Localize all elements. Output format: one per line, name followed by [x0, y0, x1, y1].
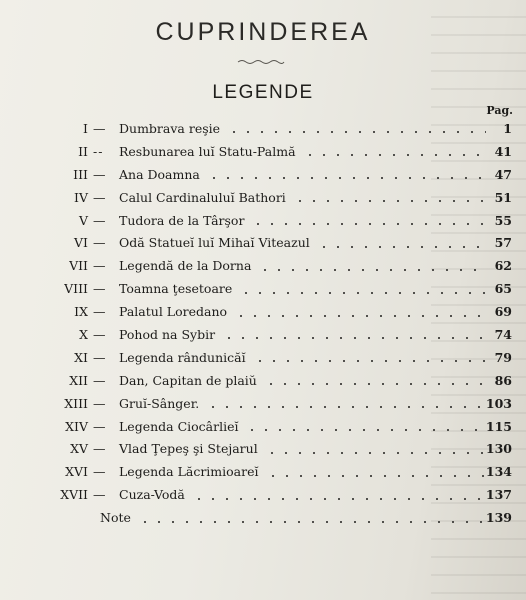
toc-row[interactable] [0, 301, 526, 324]
entry-title: Vlad Ţepeş şi Stejarul [119, 441, 258, 457]
dot-leader [255, 269, 486, 271]
toc-row[interactable] [0, 141, 526, 164]
entry-title: Gruĭ-Sânger. [119, 395, 200, 411]
roman-numeral: XII [69, 372, 88, 388]
dot-leader [242, 429, 486, 431]
entry-title: Toamna ţesetoare [119, 281, 233, 297]
dot-leader [219, 337, 486, 339]
roman-numeral: XVII [60, 487, 88, 503]
entry [100, 507, 486, 530]
page-number: 57 [494, 235, 512, 251]
entry-title: Ana Doamna [119, 166, 200, 182]
dash-separator: — [93, 281, 107, 297]
dot-leader [204, 177, 486, 179]
dot-leader [203, 406, 486, 408]
entry [119, 301, 486, 324]
page-number: 103 [485, 395, 512, 411]
page-number: 47 [494, 166, 512, 182]
roman-numeral: III [73, 166, 88, 182]
roman-numeral: VII [69, 258, 88, 274]
dot-leader [189, 498, 486, 500]
dash-separator: — [93, 327, 107, 343]
page-number: 62 [494, 258, 512, 274]
toc-row[interactable] [0, 438, 526, 461]
entry [119, 141, 486, 164]
entry-title: Legenda Lăcrimioareĭ [119, 464, 259, 480]
roman-numeral: XIII [64, 395, 88, 411]
entry [119, 210, 486, 233]
page-number: 65 [494, 281, 512, 297]
dot-leader [262, 452, 486, 454]
page-column-header: Pag. [486, 104, 513, 117]
roman-numeral: I [83, 121, 88, 136]
page-number: 74 [494, 327, 512, 343]
entry-title: Resbunarea luĭ Statu-Palmă [119, 143, 296, 159]
toc-row[interactable] [0, 370, 526, 393]
entry [119, 278, 486, 301]
toc-row[interactable] [0, 416, 526, 439]
entry [119, 347, 486, 370]
roman-numeral: XV [70, 441, 88, 457]
entry [119, 416, 486, 439]
entry-title: Palatul Loredano [119, 304, 228, 320]
page-number: 86 [494, 372, 512, 388]
page-number: 115 [485, 418, 512, 434]
entry [119, 118, 486, 141]
entry [119, 164, 486, 187]
dot-leader [236, 292, 486, 294]
dot-leader [261, 383, 486, 385]
roman-numeral: IV [74, 189, 88, 205]
dash-separator: — [93, 487, 107, 503]
roman-numeral: VI [74, 235, 88, 251]
entry-title: Calul Cardinaluluĭ Bathori [119, 189, 286, 205]
dash-separator: — [93, 372, 107, 388]
dash-separator: — [93, 349, 107, 365]
toc-row[interactable] [0, 461, 526, 484]
roman-numeral: XI [74, 349, 88, 365]
entry [119, 438, 486, 461]
entry [119, 187, 486, 210]
dot-leader [263, 475, 486, 477]
toc-row[interactable] [0, 324, 526, 347]
entry [119, 370, 486, 393]
dash-separator: — [93, 395, 107, 411]
dash-separator: — [93, 235, 107, 251]
entry-title: Legendă de la Dorna [119, 258, 252, 274]
toc-row[interactable] [0, 210, 526, 233]
entry-title: Note [100, 510, 131, 526]
entry-title: Odă Statueĭ luĭ Mihaĭ Viteazul [119, 235, 310, 251]
toc-row[interactable] [0, 118, 526, 141]
entry [119, 324, 486, 347]
dot-leader [290, 200, 486, 202]
toc-row[interactable] [0, 232, 526, 255]
entry-title: Dan, Capitan de plaiŭ [119, 372, 257, 388]
dot-leader [135, 521, 486, 523]
dash-separator: — [93, 418, 107, 434]
dash-separator: — [93, 121, 107, 136]
page-title: CUPRINDEREA [155, 18, 371, 46]
toc-row[interactable] [0, 164, 526, 187]
roman-numeral: XIV [65, 418, 88, 434]
dash-separator: -- [93, 143, 104, 159]
entry [119, 393, 486, 416]
roman-numeral: IX [74, 304, 88, 320]
entry-title: Dumbrava reşie [119, 121, 221, 136]
entry [119, 255, 486, 278]
entry-title: Pohod na Sybir [119, 327, 216, 343]
dash-separator: — [93, 441, 107, 457]
toc-row[interactable] [0, 347, 526, 370]
toc-row[interactable] [0, 278, 526, 301]
page-number: 79 [494, 349, 512, 365]
entry [119, 232, 486, 255]
roman-numeral: X [79, 327, 88, 343]
dot-leader [250, 360, 486, 362]
entry [119, 461, 486, 484]
entry [119, 484, 486, 507]
page-number: 55 [494, 212, 512, 228]
toc-row-notes[interactable] [0, 507, 526, 530]
ornament-divider [236, 58, 286, 66]
dash-separator: — [93, 304, 107, 320]
dot-leader [314, 246, 486, 248]
toc-row[interactable] [0, 393, 526, 416]
dash-separator: — [93, 166, 107, 182]
toc-row[interactable] [0, 255, 526, 278]
entry-title: Legenda Ciocârlieĭ [119, 418, 239, 434]
page-number: 134 [485, 464, 512, 480]
page-number: 130 [485, 441, 512, 457]
entry-title: Cuza-Vodă [119, 487, 185, 503]
roman-numeral: II [78, 143, 88, 159]
page-number: 41 [494, 143, 512, 159]
roman-numeral: VIII [64, 281, 88, 297]
page-number: 137 [485, 487, 512, 503]
dash-separator: — [93, 212, 107, 228]
page-number: 51 [494, 189, 512, 205]
table-of-contents [0, 118, 526, 530]
page-number: 1 [503, 121, 512, 136]
page-number: 69 [494, 304, 512, 320]
dash-separator: — [93, 189, 107, 205]
entry-title: Tudora de la Târşor [119, 212, 245, 228]
section-title: LEGENDE [212, 82, 314, 103]
dash-separator: — [93, 464, 107, 480]
dash-separator: — [93, 258, 107, 274]
toc-row[interactable] [0, 484, 526, 507]
entry-title: Legenda rândunicăĭ [119, 349, 246, 365]
dot-leader [224, 131, 486, 133]
dot-leader [300, 154, 486, 156]
roman-numeral: V [78, 212, 88, 228]
roman-numeral: XVI [65, 464, 88, 480]
dot-leader [231, 315, 486, 317]
page-number: 139 [485, 510, 512, 526]
toc-row[interactable] [0, 187, 526, 210]
dot-leader [248, 223, 486, 225]
